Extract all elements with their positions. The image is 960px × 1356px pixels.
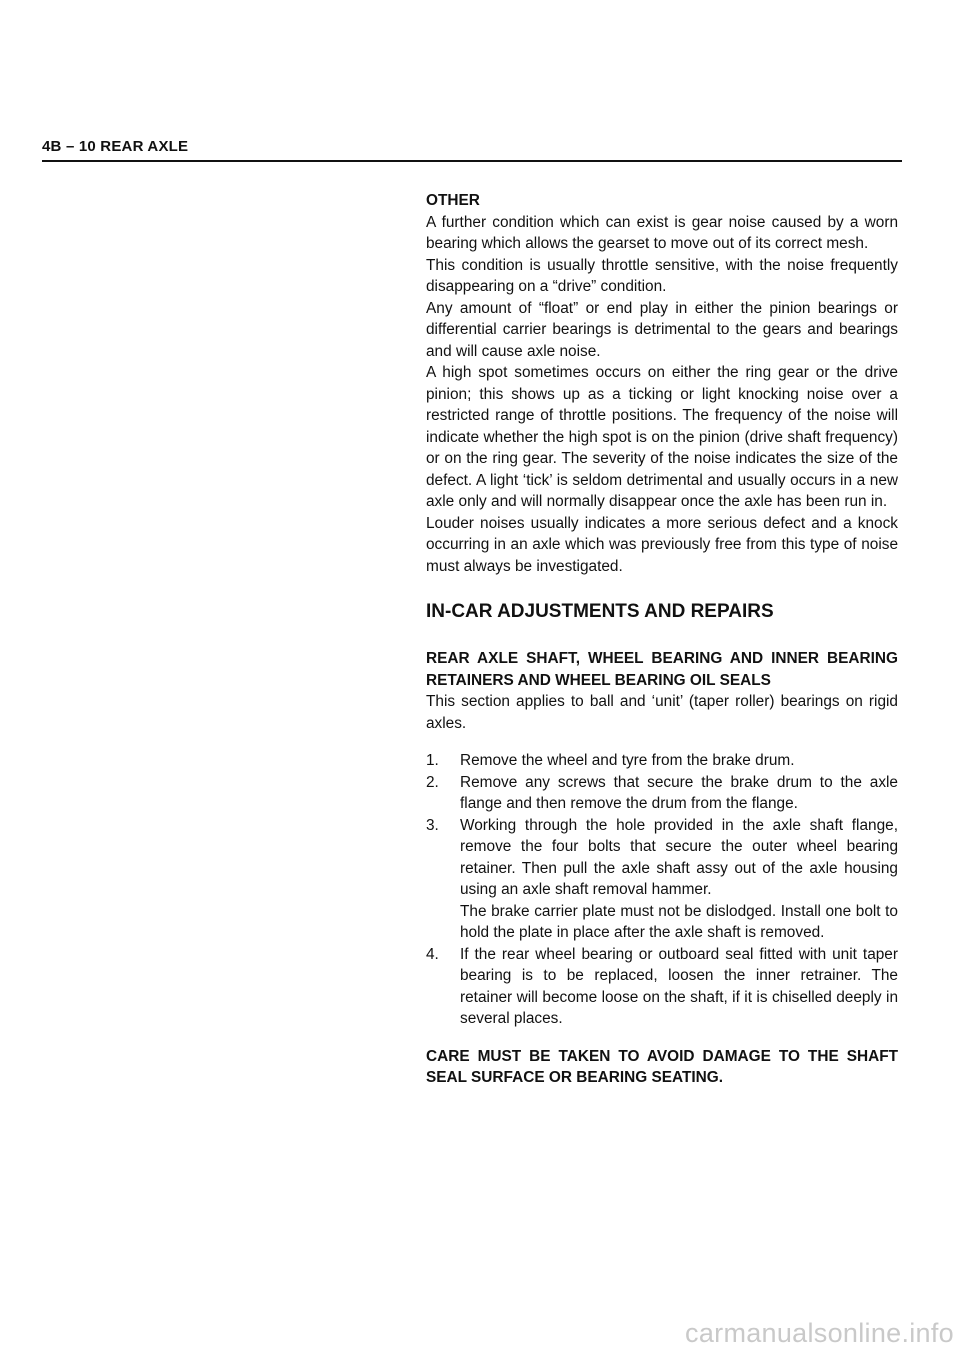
step-item xyxy=(426,944,898,1030)
step-number: 3. xyxy=(426,816,439,834)
main-content xyxy=(426,190,898,1089)
step-item xyxy=(426,750,898,772)
step-text: Working through the hole provided in the axle shaft flange, remove the four bolts that secure the outer wheel bearing retainer. Then pull the axle shaft assy out of the axle housing using an axle shaft removal hammer. xyxy=(460,816,898,898)
step-body xyxy=(460,815,898,944)
header-divider xyxy=(42,160,902,162)
step-body xyxy=(460,750,898,772)
other-paragraph: This condition is usually throttle sensitive, with the noise frequently disappearing on a “drive” condition. xyxy=(426,256,898,295)
other-paragraph: Louder noises usually indicates a more serious defect and a knock occurring in an axle which was previously free from this type of noise must always be investigated. xyxy=(426,514,898,575)
other-paragraph: A further condition which can exist is gear noise caused by a worn bearing which allows the gearset to move out of its correct mesh. xyxy=(426,213,898,252)
other-paragraph: Any amount of “float” or end play in either the pinion bearings or differential carrier bearings is detrimental to the gears and bearings and will cause axle noise. xyxy=(426,299,898,360)
warning-text: CARE MUST BE TAKEN TO AVOID DAMAGE TO THE SHAFT SEAL SURFACE OR BEARING SEATING. xyxy=(426,1047,898,1086)
other-heading: OTHER xyxy=(426,192,480,209)
procedure-intro: This section applies to ball and ‘unit’ (taper roller) bearings on rigid axles. xyxy=(426,693,898,732)
step-number: 2. xyxy=(426,773,439,791)
procedure-title: REAR AXLE SHAFT, WHEEL BEARING AND INNER BEARING RETAINERS AND WHEEL BEARING OIL SEALS xyxy=(426,650,898,689)
step-body xyxy=(460,772,898,815)
step-number: 1. xyxy=(426,752,439,769)
other-paragraph: A high spot sometimes occurs on either the ring gear or the drive pinion; this shows up as a ticking or light knocking noise over a restricted range of throttle positions. The frequency of the noise will indicate whether the high spot is on the pinion (drive shaft frequency) or on the ring gear. The severity of the noise indicates the size of the defect. A light ‘tick’ is seldom detrimental and usually occurs in a new axle only and will normally disappear once the axle has been run in. xyxy=(426,364,898,510)
step-body xyxy=(460,944,898,1030)
step-text: Remove any screws that secure the brake drum to the axle flange and then remove the drum from the flange. xyxy=(460,773,898,812)
step-note: The brake carrier plate must not be dislodged. Install one bolt to hold the plate in place after the axle shaft is removed. xyxy=(460,902,898,941)
watermark: carmanualsonline.info xyxy=(685,1318,954,1348)
section-title: IN-CAR ADJUSTMENTS AND REPAIRS xyxy=(426,601,774,622)
procedure-steps xyxy=(426,750,898,1030)
step-item xyxy=(426,772,898,815)
step-item xyxy=(426,815,898,944)
page-header: 4B – 10 REAR AXLE xyxy=(42,138,189,155)
step-number: 4. xyxy=(426,945,439,963)
step-text: If the rear wheel bearing or outboard seal fitted with unit taper bearing is to be replaced, loosen the inner retrainer. The retainer will become loose on the shaft, if it is chiselled deeply in several places. xyxy=(460,945,898,1027)
step-text: Remove the wheel and tyre from the brake drum. xyxy=(460,752,795,769)
